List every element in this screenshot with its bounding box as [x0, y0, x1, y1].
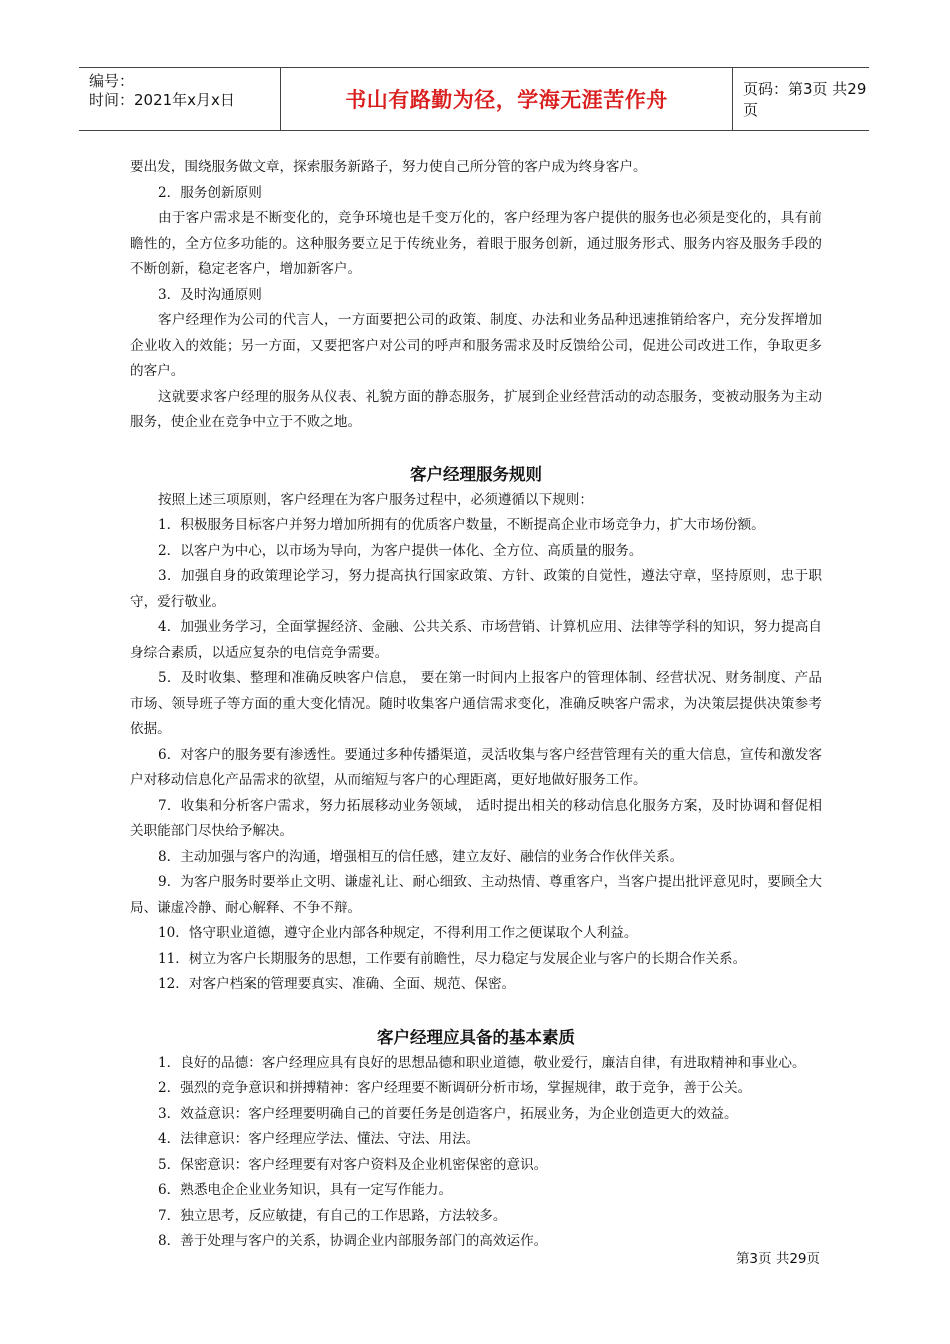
list-item: 6．对客户的服务要有渗透性。要通过多种传播渠道，灵活收集与客户经营管理有关的重大信息，宣传和激发客户对移动信息化产品需求的欲望，从而缩短与客户的心理距离，更好地做好服务工作。 [130, 746, 822, 788]
rules-list [130, 513, 822, 998]
list-item: 12．对客户档案的管理要真实、准确、全面、规范、保密。 [158, 976, 516, 992]
list-item: 8．主动加强与客户的沟通，增强相互的信任感，建立友好、融信的业务合作伙伴关系。 [158, 848, 684, 865]
list-item: 5．及时收集、整理和准确反映客户信息， 要在第一时间内上报客户的管理体制、经营状况、财务制度、产品市场、领导班子等方面的重大变化情况。随时收集客户通信需求变化，准确反映客户需求，为决策层提供决策参考依据。 [130, 670, 822, 737]
list-item: 9．为客户服务时要举止文明、谦虚礼让、耐心细致、主动热情、尊重客户，当客户提出批评意见时，要顾全大局、谦虚冷静、耐心解释、不争不辩。 [130, 874, 822, 916]
list-item: 10．恪守职业道德，遵守企业内部各种规定，不得利用工作之便谋取个人利益。 [158, 925, 638, 941]
header-page-code: 页码：第3页 共29页 [743, 80, 867, 119]
paragraph: 由于客户需求是不断变化的，竞争环境也是千变万化的，客户经理为客户提供的服务也必须是变化的，具有前瞻性的，全方位多功能的。这种服务要立足于传统业务，着眼于服务创新，通过服务形式、服务内容及服务手段的不断创新，稳定老客户，增加新客户。 [130, 210, 822, 277]
list-item: 7．独立思考，反应敏捷，有自己的工作思路，方法较多。 [158, 1207, 507, 1224]
qualities-heading: 客户经理应具备的基本素质 [377, 1027, 575, 1047]
paragraph: 要出发，围绕服务做文章，探索服务新路子，努力使自己所分管的客户成为终身客户。 [130, 159, 647, 175]
page-footer: 第3页 共29页 [735, 1251, 820, 1267]
document-number-label: 编号： [89, 72, 135, 90]
list-item: 2．强烈的竞争意识和拼搏精神：客户经理要不断调研分析市场，掌握规律，敢于竞争，善于公关。 [158, 1080, 752, 1096]
list-item: 4．加强业务学习，全面掌握经济、金融、公共关系、市场营销、计算机应用、法律等学科的知识，努力提高自身综合素质，以适应复杂的电信竞争需要。 [130, 619, 822, 661]
section-title: 2．服务创新原则 [158, 184, 262, 201]
document-date: 时间：2021年x月x日 [89, 91, 235, 109]
list-item: 3．加强自身的政策理论学习，努力提高执行国家政策、方针、政策的自觉性，遵法守章，坚持原则，忠于职守，爱行敬业。 [130, 568, 822, 610]
list-item: 2．以客户为中心，以市场为导向，为客户提供一体化、全方位、高质量的服务。 [158, 542, 643, 559]
list-item: 8．善于处理与客户的关系，协调企业内部服务部门的高效运作。 [158, 1233, 548, 1249]
list-item: 5．保密意识：客户经理要有对客户资料及企业机密保密的意识。 [158, 1156, 548, 1173]
list-item: 7．收集和分析客户需求，努力拓展移动业务领域， 适时提出相关的移动信息化服务方案，及时协调和督促相关职能部门尽快给予解决。 [130, 797, 822, 839]
list-item: 4．法律意识：客户经理应学法、懂法、守法、用法。 [158, 1131, 480, 1147]
document-body [130, 155, 822, 1255]
list-item: 11．树立为客户长期服务的思想，工作要有前瞻性，尽力稳定与发展企业与客户的长期合作关系。 [158, 950, 747, 967]
rules-intro: 按照上述三项原则，客户经理在为客户服务过程中，必须遵循以下规则： [158, 491, 593, 508]
section-title: 3．及时沟通原则 [158, 286, 262, 303]
list-item: 1．良好的品德：客户经理应具有良好的思想品德和职业道德，敬业爱行，廉洁自律，有进取精神和事业心。 [158, 1054, 806, 1071]
qualities-list [130, 1051, 822, 1255]
list-item: 6．熟悉电企企业业务知识，具有一定写作能力。 [158, 1182, 453, 1198]
list-item: 1．积极服务目标客户并努力增加所拥有的优质客户数量，不断提高企业市场竞争力，扩大市场份额。 [158, 517, 765, 533]
list-item: 3．效益意识：客户经理要明确自己的首要任务是创造客户，拓展业务，为企业创造更大的效益。 [158, 1105, 738, 1122]
page-header [79, 67, 869, 131]
paragraph: 客户经理作为公司的代言人，一方面要把公司的政策、制度、办法和业务品种迅速推销给客户，充分发挥增加企业收入的效能；另一方面，又要把客户对公司的呼声和服务需求及时反馈给公司，促进公司改进工作，争取更多的客户。 [130, 312, 822, 379]
rules-heading: 客户经理服务规则 [410, 464, 542, 484]
paragraph: 这就要求客户经理的服务从仪表、礼貌方面的静态服务，扩展到企业经营活动的动态服务，变被动服务为主动服务，使企业在竞争中立于不败之地。 [130, 388, 822, 430]
header-meta [79, 68, 280, 130]
header-motto: 书山有路勤为径，学海无涯苦作舟 [280, 68, 733, 130]
